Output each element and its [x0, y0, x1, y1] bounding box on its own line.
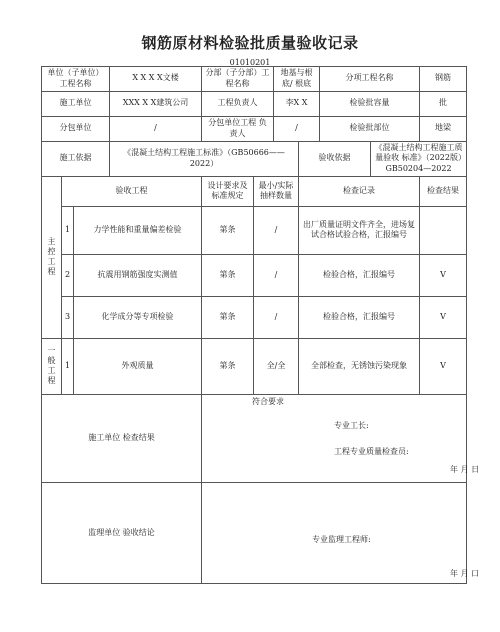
subitem-value: 钢筋 — [420, 67, 467, 92]
header-row-subcontractor — [42, 116, 467, 141]
item-sample: / — [254, 206, 299, 254]
division-label: 分部（子分部）工程名称 — [202, 67, 274, 92]
item-clause: 第条 — [202, 296, 254, 338]
item-record: 检验合格，汇报编号 — [299, 254, 420, 296]
item-record: 出厂质量证明文件齐全，进场复试合格试验合格，汇报编号 — [299, 206, 420, 254]
subcontractor-value: / — [110, 116, 202, 141]
header-row-project — [42, 67, 467, 92]
main-group-label: 主控工程 — [42, 176, 62, 338]
header-row-contractor — [42, 91, 467, 116]
item-no: 2 — [62, 254, 74, 296]
item-sample: 全/全 — [254, 338, 299, 394]
sub-manager-label: 分包单位工程 负责人 — [202, 116, 274, 141]
item-name: 外观质量 — [74, 338, 202, 394]
general-group-label: 一般工程 — [42, 338, 62, 394]
batch-capacity-value: 批 — [420, 91, 467, 116]
item-clause: 第条 — [202, 338, 254, 394]
col-acceptance-item: 验收工程 — [62, 176, 202, 206]
contractor-label: 施工单位 — [42, 91, 110, 116]
supervisor-check-label: 监理单位 验收结论 — [42, 482, 202, 583]
inspection-location-value: 地梁 — [420, 116, 467, 141]
foreman-signature-field: 专业工长: — [334, 420, 369, 430]
item-sample: / — [254, 254, 299, 296]
engineer-signature-field: 专业监理工程师: — [312, 534, 371, 544]
item-result: V — [420, 254, 467, 296]
supervisor-check-row — [42, 482, 467, 583]
acceptance-basis-value: 《混凝土结构工程施工质量验收 标准》（2022版）GB50204—2022 — [371, 141, 467, 176]
supervisor-check-body — [202, 482, 480, 583]
page-title: 钢筋原材料检验批质量验收记录 — [141, 34, 359, 52]
unit-project-value: X X X X文楼 — [110, 67, 202, 92]
construction-basis-label: 施工依据 — [42, 141, 110, 176]
inspection-location-label: 检验批部位 — [320, 116, 420, 141]
item-result: V — [420, 296, 467, 338]
contractor-check-row — [42, 394, 467, 482]
inspector-signature-field: 工程专业质量检查员: — [334, 446, 409, 456]
contractor-check-label: 施工单位 检查结果 — [42, 394, 202, 482]
table-row — [42, 206, 467, 254]
acceptance-basis-label: 验收依据 — [299, 141, 371, 176]
column-header-row — [42, 176, 467, 206]
batch-capacity-label: 检验批容量 — [320, 91, 420, 116]
contractor-value: XXX X X建筑公司 — [110, 91, 202, 116]
sub-manager-value: / — [274, 116, 320, 141]
contractor-date-field: 年 月 日 — [450, 464, 480, 474]
item-sample: / — [254, 296, 299, 338]
item-result — [420, 206, 467, 254]
inspection-record-table — [41, 66, 480, 584]
record-code: 01010201 — [229, 58, 271, 67]
contractor-check-body — [202, 394, 480, 482]
header-row-basis — [42, 141, 467, 176]
item-no: 3 — [62, 296, 74, 338]
construction-basis-value: 《混凝土结构工程施工标准》（GB50666——2022） — [110, 141, 299, 176]
conclusion-text: 符合要求 — [252, 396, 285, 406]
item-name: 力学性能和重量偏差检验 — [74, 206, 202, 254]
col-design-req: 设计要求及标准规定 — [202, 176, 254, 206]
division-value: 地基与根底/ 根底 — [274, 67, 320, 92]
table-row — [42, 296, 467, 338]
item-record: 全部检查，无锈蚀污染现象 — [299, 338, 420, 394]
table-row — [42, 254, 467, 296]
item-clause: 第条 — [202, 254, 254, 296]
table-row — [42, 338, 467, 394]
subitem-label: 分项工程名称 — [320, 67, 420, 92]
item-no: 1 — [62, 338, 74, 394]
item-clause: 第条 — [202, 206, 254, 254]
item-record: 检验合格，汇报编号 — [299, 296, 420, 338]
subcontractor-label: 分包单位 — [42, 116, 110, 141]
col-sample: 最小/实际 抽样数量 — [254, 176, 299, 206]
col-check-record: 检查记录 — [299, 176, 420, 206]
project-manager-label: 工程负责人 — [202, 91, 274, 116]
item-result: V — [420, 338, 467, 394]
supervisor-date-field: 年 月 口 — [450, 568, 480, 578]
item-no: 1 — [62, 206, 74, 254]
col-check-result: 检查结果 — [420, 176, 467, 206]
item-name: 抗震用钢筋强度实测值 — [74, 254, 202, 296]
project-manager-value: 李X X — [274, 91, 320, 116]
unit-project-label: 单位（子单位）工程名称 — [42, 67, 110, 92]
item-name: 化学成分等专项检验 — [74, 296, 202, 338]
